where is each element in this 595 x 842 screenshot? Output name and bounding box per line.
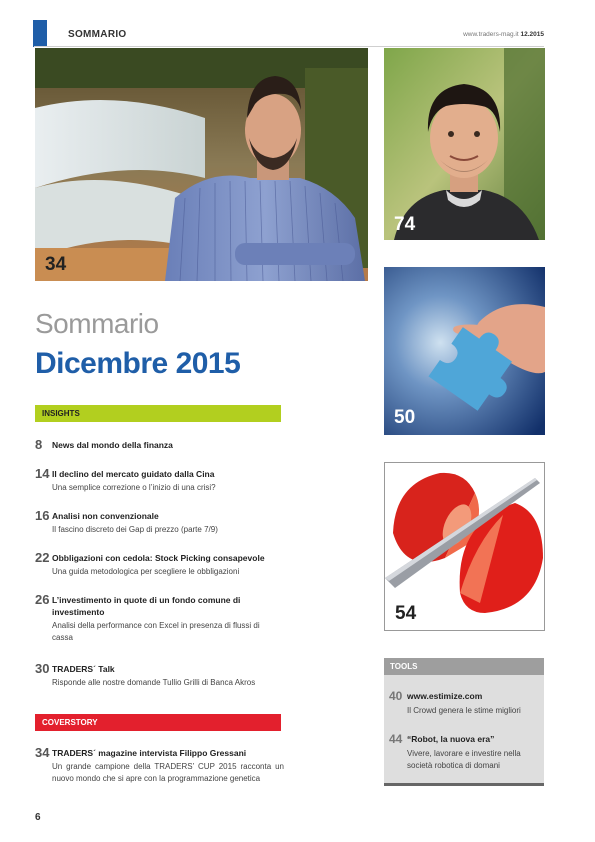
page-title: Sommario: [35, 308, 159, 339]
photo-page-number: 34: [45, 254, 67, 275]
toc-page-number: 30: [35, 661, 50, 676]
toc-title: News dal mondo della finanza: [52, 440, 173, 450]
section-header-coverstory: COVERSTORY: [35, 714, 281, 731]
toc-description: Una semplice correzione o l’inizio di una crisi?: [52, 483, 216, 492]
toc-description: Vivere, lavorare e investire nella società robotica di domani: [407, 749, 521, 770]
section-header-insights: INSIGHTS: [35, 405, 281, 422]
photo-page-number: 54: [395, 603, 417, 624]
toc-title: Obbligazioni con cedola: Stock Picking consapevole: [52, 553, 265, 563]
toc-description: Il fascino discreto dei Gap di prezzo (parte 7/9): [52, 525, 218, 534]
toc-title: www.estimize.com: [407, 691, 483, 701]
toc-title: L’investimento in quote di un fondo comune di investimento: [52, 595, 241, 617]
toc-description: Analisi della performance con Excel in presenza di flussi di cassa: [52, 621, 260, 642]
toc-title: TRADERS´ Talk: [52, 664, 115, 674]
header-divider: [34, 46, 544, 47]
header-url: www.traders-mag.it 12.2015: [463, 31, 544, 38]
toc-page-number: 34: [35, 745, 50, 760]
photo-page-74: [384, 48, 545, 240]
toc-page-number: 22: [35, 550, 50, 565]
photo-page-number: 50: [394, 407, 416, 428]
toc-title: TRADERS´ magazine intervista Filippo Gressani: [52, 748, 247, 758]
toc-page-number: 14: [35, 466, 50, 481]
toc-title: Il declino del mercato guidato dalla Cina: [52, 469, 215, 479]
toc-description: Un grande campione della TRADERS’ CUP 2015 racconta un nuovo mondo che si apre con la programmazione genetica: [52, 762, 284, 783]
toc-page-number: 44: [389, 732, 403, 746]
toc-description: Risponde alle nostre domande Tullio Grilli di Banca Akros: [52, 678, 256, 687]
toc-description: Il Crowd genera le stime migliori: [407, 706, 521, 715]
toc-page-number: 16: [35, 508, 50, 523]
toc-page-number: 40: [389, 689, 403, 703]
page-number: 6: [35, 812, 41, 823]
toc-title: Analisi non convenzionale: [52, 511, 159, 521]
photo-page-54: [384, 462, 545, 631]
toc-title: “Robot, la nuova era”: [407, 734, 495, 744]
toc-description: Una guida metodologica per scegliere le obbligazioni: [52, 567, 240, 576]
header-accent-tab: [33, 20, 47, 47]
toc-page-number: 26: [35, 592, 50, 607]
toc-page-number: 8: [35, 437, 43, 452]
tools-panel-bottom-rule: [384, 783, 544, 786]
photo-page-34: [35, 48, 368, 281]
photo-page-number: 74: [394, 214, 416, 235]
section-header-tools: TOOLS: [384, 658, 544, 675]
photo-page-50: [384, 267, 545, 435]
issue-title: Dicembre 2015: [35, 347, 241, 380]
section-title: SOMMARIO: [68, 29, 127, 40]
